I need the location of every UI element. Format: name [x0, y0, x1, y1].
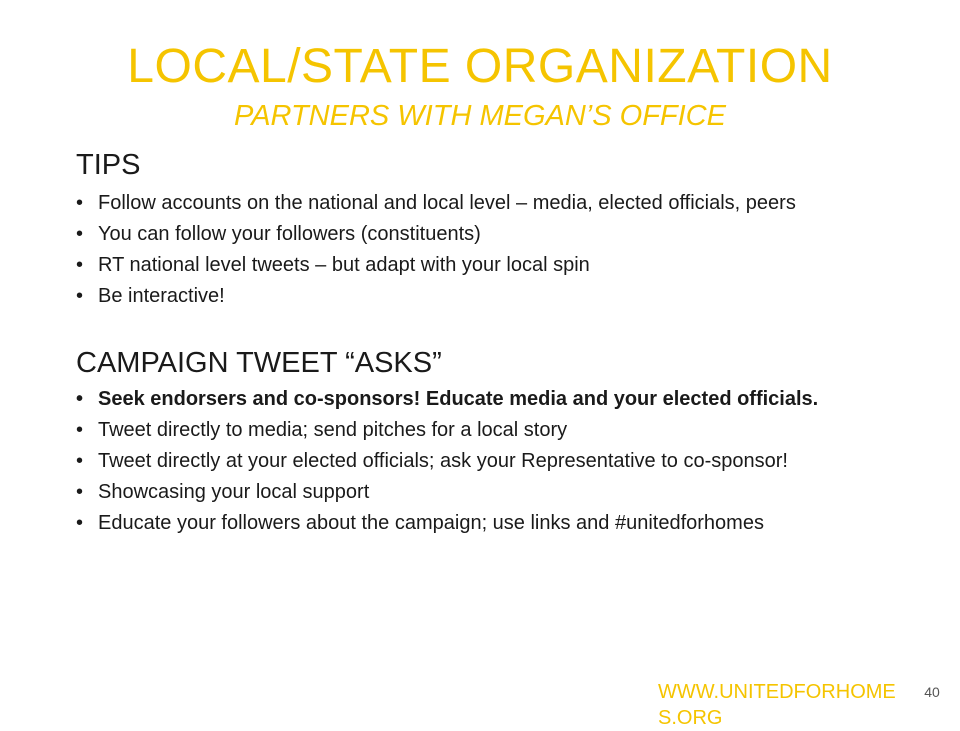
asks-item-text: Tweet directly at your elected officials; ask your Representative to co-sponsor!	[98, 450, 788, 472]
list-item	[76, 508, 886, 539]
tips-item-text: Be interactive!	[98, 285, 225, 307]
list-item	[76, 415, 886, 446]
tips-list	[76, 188, 886, 312]
slide-subtitle: PARTNERS WITH MEGAN’S OFFICE	[234, 100, 726, 132]
slide-content	[76, 146, 886, 539]
tips-item-text: You can follow your followers (constituents)	[98, 223, 481, 245]
bullet-icon: •	[76, 223, 84, 245]
slide-title: LOCAL/STATE ORGANIZATION	[127, 40, 833, 93]
bullet-icon: •	[76, 481, 84, 503]
list-item	[76, 219, 886, 250]
list-item	[76, 250, 886, 281]
bullet-icon: •	[76, 450, 84, 472]
list-item	[76, 281, 886, 312]
bullet-icon: •	[76, 285, 84, 307]
list-item	[76, 446, 886, 477]
list-item	[76, 477, 886, 508]
tips-item-text: Follow accounts on the national and local level – media, elected officials, peers	[98, 192, 796, 214]
bullet-icon: •	[76, 254, 84, 276]
asks-item-text: Seek endorsers and co-sponsors! Educate media and your elected officials.	[98, 388, 819, 410]
footer-url-link[interactable]: WWW.UNITEDFORHOMES.ORG	[658, 681, 896, 729]
asks-heading: CAMPAIGN TWEET “ASKS”	[76, 347, 442, 379]
bullet-icon: •	[76, 192, 84, 214]
page-number: 40	[924, 684, 940, 700]
list-item	[76, 384, 886, 415]
tips-item-text: RT national level tweets – but adapt with your local spin	[98, 254, 590, 276]
bullet-icon: •	[76, 419, 84, 441]
asks-item-text: Educate your followers about the campaign; use links and #unitedforhomes	[98, 512, 764, 534]
tips-heading: TIPS	[76, 149, 141, 181]
bullet-icon: •	[76, 512, 84, 534]
list-item	[76, 188, 886, 219]
asks-item-text: Tweet directly to media; send pitches for a local story	[98, 419, 568, 441]
asks-list	[76, 384, 886, 539]
asks-item-text: Showcasing your local support	[98, 481, 370, 503]
bullet-icon: •	[76, 388, 84, 410]
